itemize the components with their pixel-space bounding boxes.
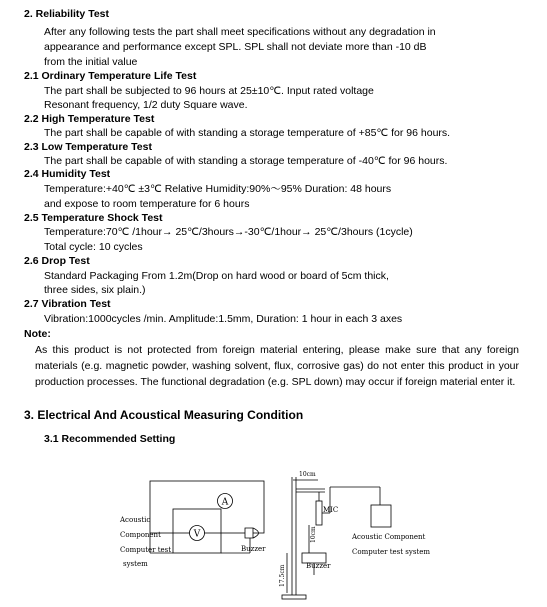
- test-2-4-heading: 2.4 Humidity Test: [24, 168, 111, 180]
- test-2-5-line-1: Temperature:70℃ /1hour→ 25℃/3hours→-30℃/1hour→ 25℃/3hours (1cycle): [44, 226, 413, 238]
- left-buzzer-label: Buzzer: [241, 545, 266, 553]
- dim-top-label: 10cm: [299, 471, 316, 478]
- note-line-3: production processes. The functional degradation (e.g. SPL down) may occur if foreign material enter it.: [35, 376, 516, 388]
- intro-line-1: After any following tests the part shall meet specifications without any degradation in: [44, 26, 436, 38]
- mic-body: [316, 501, 322, 525]
- right-label-line-1: Acoustic Component: [352, 533, 426, 541]
- dim-bottom-label: 17.5cm: [279, 564, 286, 587]
- test-2-3-heading: 2.3 Low Temperature Test: [24, 141, 152, 153]
- section-3-heading: 3. Electrical And Acoustical Measuring Condition: [24, 408, 304, 422]
- test-2-7-line-1: Vibration:1000cycles /min. Amplitude:1.5mm, Duration: 1 hour in each 3 axes: [44, 313, 403, 325]
- intro-line-2: appearance and performance except SPL. SPL shall not deviate more than -10 dB: [44, 41, 427, 53]
- left-buzzer-symbol: [245, 528, 253, 538]
- test-2-6-heading: 2.6 Drop Test: [24, 255, 90, 267]
- section-2-heading: 2. Reliability Test: [24, 8, 109, 20]
- test-2-1-line-2: Resonant frequency, 1/2 duty Square wave.: [44, 99, 248, 111]
- computer-box: [371, 505, 391, 527]
- test-2-6-line-2: three sides, six plain.): [44, 284, 146, 296]
- mic-label: MIC: [323, 506, 339, 514]
- section-3-1-heading: 3.1 Recommended Setting: [44, 433, 176, 445]
- test-2-1-heading: 2.1 Ordinary Temperature Life Test: [24, 70, 197, 82]
- left-label-line-3: Computer test: [120, 546, 172, 554]
- left-label-line-2: Component: [120, 531, 161, 539]
- note-heading: Note:: [24, 328, 51, 340]
- test-2-2-heading: 2.2 High Temperature Test: [24, 113, 155, 125]
- test-2-4-line-2: and expose to room temperature for 6 hours: [44, 198, 250, 210]
- note-line-2: materials (e.g. magnetic powder, washing solvent, flux, corrosive gas) do not enter this product in your: [35, 360, 519, 372]
- test-2-6-line-1: Standard Packaging From 1.2m(Drop on hard wood or board of 5cm thick,: [44, 270, 389, 282]
- right-label-line-2: Computer test system: [352, 548, 431, 556]
- dim-side-label: 10cm: [310, 526, 317, 543]
- left-label-line-1: Acoustic: [120, 516, 151, 524]
- test-2-5-heading: 2.5 Temperature Shock Test: [24, 212, 163, 224]
- voltmeter-label: V: [193, 529, 201, 540]
- left-circuit-box: [150, 481, 264, 533]
- right-buzzer-label: Buzzer: [306, 562, 331, 570]
- intro-line-3: from the initial value: [44, 56, 138, 68]
- note-line-1: As this product is not protected from foreign material entering, please make sure that any foreign: [35, 344, 519, 356]
- test-2-5-line-2: Total cycle: 10 cycles: [44, 241, 143, 253]
- ammeter-label: A: [221, 497, 229, 508]
- test-2-3-line-1: The part shall be capable of with standing a storage temperature of -40℃ for 96 hours.: [44, 155, 448, 167]
- test-2-4-line-1: Temperature:+40℃ ±3℃ Relative Humidity:90%～95% Duration: 48 hours: [44, 183, 392, 195]
- test-2-7-heading: 2.7 Vibration Test: [24, 298, 111, 310]
- test-2-1-line-1: The part shall be subjected to 96 hours at 25±10℃. Input rated voltage: [44, 85, 374, 97]
- test-2-2-line-1: The part shall be capable of with standing a storage temperature of +85℃ for 96 hours.: [44, 127, 451, 139]
- left-label-line-4: system: [123, 560, 148, 568]
- measuring-setup-diagram: [0, 457, 547, 607]
- stand-base: [282, 595, 306, 599]
